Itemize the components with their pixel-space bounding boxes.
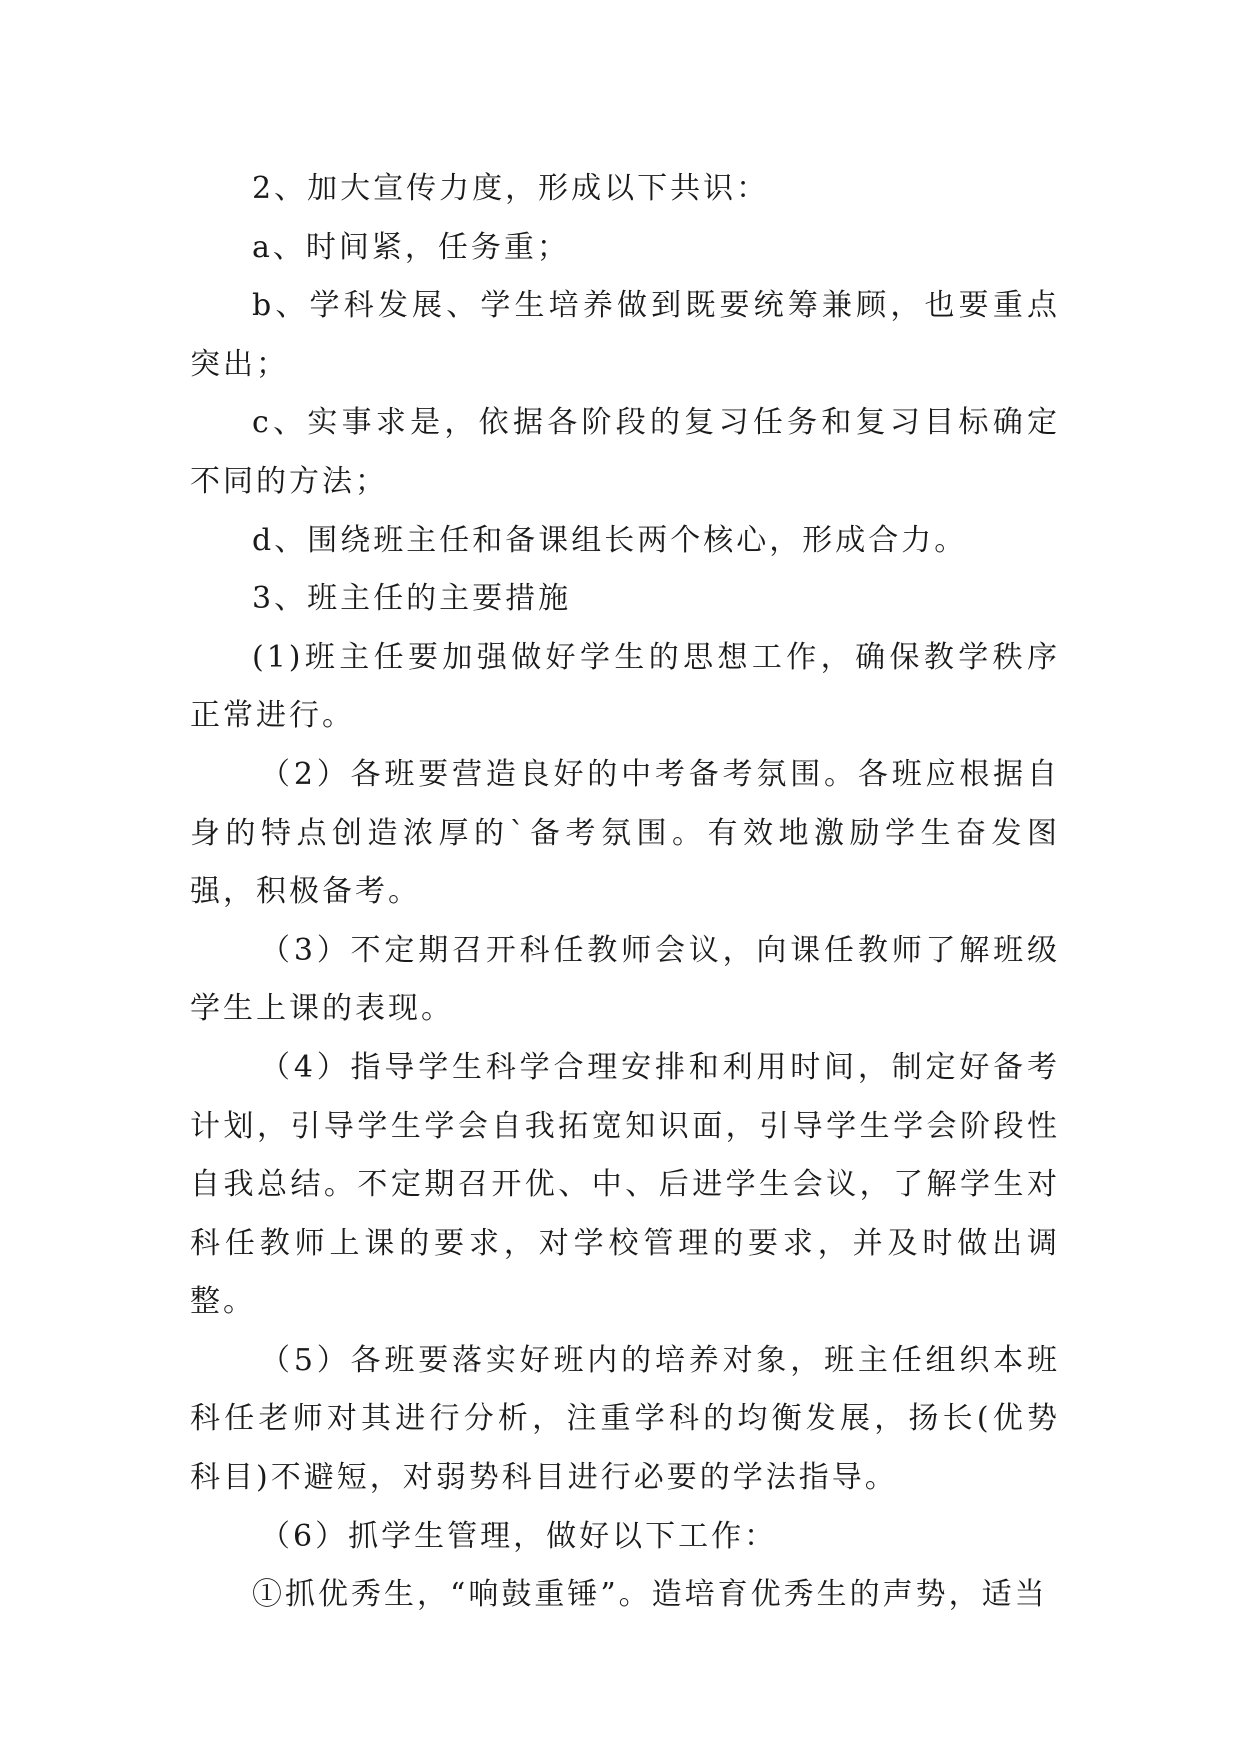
paragraph-item-d: d、围绕班主任和备课组长两个核心，形成合力。 [252,522,968,558]
paragraph-measure-4: （4）指导学生科学合理安排和利用时间，制定好备考计划，引导学生学会自我拓宽知识面，引导学生学会阶段性自我总结。不定期召开优、中、后进学生会议，了解学生对科任教师上课的要求，对学校管理的要求，并及时做出调整。 [190,1049,1060,1320]
document-body [190,160,1060,1625]
paragraph-consensus-heading: 2、加大宣传力度，形成以下共识： [252,171,770,206]
paragraph-section-3-heading: 3、班主任的主要措施 [252,581,572,617]
paragraph-measure-2: （2）各班要营造良好的中考备考氛围。各班应根据自身的特点创造浓厚的`备考氛围。有效地激励学生奋发图强，积极备考。 [190,756,1060,910]
paragraph-item-c: c、实事求是，依据各阶段的复习任务和复习目标确定不同的方法； [190,405,1060,499]
paragraph-measure-6: （6）抓学生管理，做好以下工作： [260,1518,778,1554]
paragraph-measure-5: （5）各班要落实好班内的培养对象，班主任组织本班科任老师对其进行分析，注重学科的均衡发展，扬长(优势科目)不避短，对弱势科目进行必要的学法指导。 [190,1342,1060,1496]
paragraph-item-a: a、时间紧，任务重； [252,229,570,265]
paragraph-measure-1: (1)班主任要加强做好学生的思想工作，确保教学秩序正常进行。 [190,639,1060,734]
paragraph-excellent-students: ①抓优秀生，“响鼓重锤”。造培育优秀生的声势，适当 [252,1577,1048,1613]
paragraph-measure-3: （3）不定期召开科任教师会议，向课任教师了解班级学生上课的表现。 [190,932,1060,1027]
paragraph-item-b: b、学科发展、学生培养做到既要统筹兼顾，也要重点突出； [190,288,1060,382]
